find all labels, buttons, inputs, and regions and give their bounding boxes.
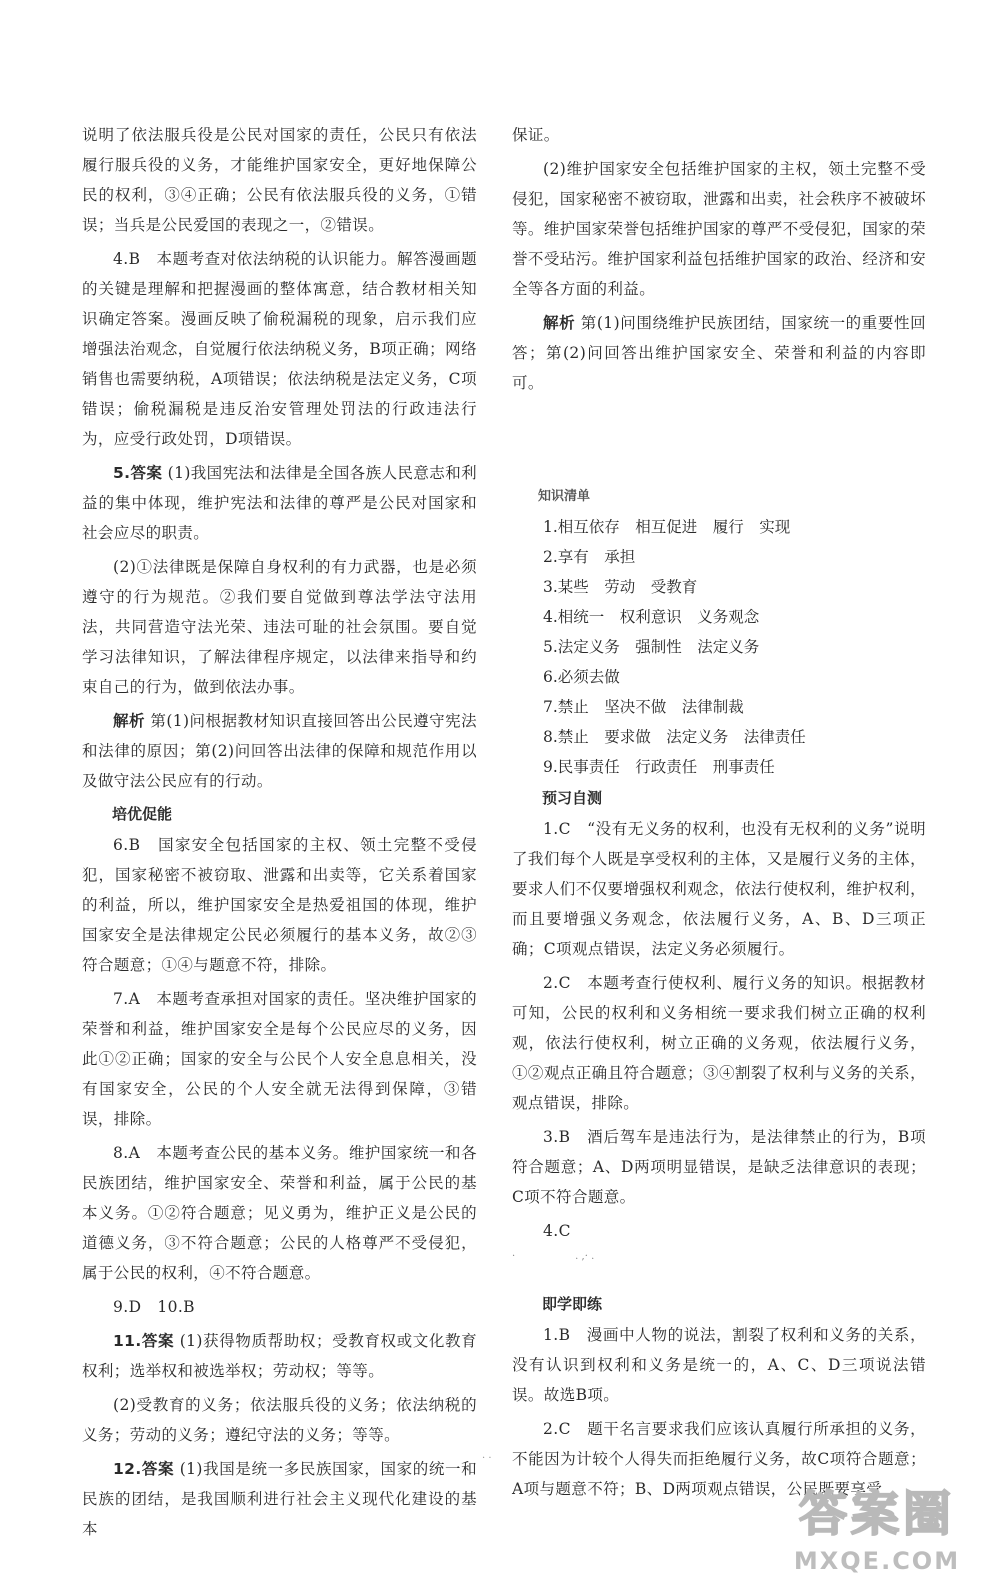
answer-12 [82, 1454, 477, 1544]
answer-7: 7.A 本题考查承担对国家的责任。坚决维护国家的荣誉和利益，维护国家安全是每个公民应尽的义务，因此①②正确；国家的安全与公民个人安全息息相关，没有国家安全，公民的个人安全就无法得到保障，③错误，排除。 [82, 990, 477, 1128]
analysis-5 [82, 706, 477, 796]
practice-answer-1: 1.B 漫画中人物的说法，割裂了权利和义务的关系，没有认识到权利和义务是统一的，A、C、D三项说法错误。故选B项。 [512, 1326, 926, 1404]
list-item: 7.禁止 坚决不做 法律制裁 [543, 698, 744, 716]
answer-label: 12.答案 [113, 1460, 175, 1478]
answer-4: 4.B 本题考查对依法纳税的认识能力。解答漫画题的关键是理解和把握漫画的整体寓意，结合教材相关知识确定答案。漫画反映了偷税漏税的现象，启示我们应增强法治观念，自觉履行依法纳税义务，B项正确；网络销售也需要纳税，A项错误；依法纳税是法定义务，C项错误；偷税漏税是违反治安管理处罚法的行政违法行为，应受行政处罚，D项错误。 [82, 250, 477, 448]
list-item: 1.相互依存 相互促进 履行 实现 [543, 518, 791, 536]
answer-8: 8.A 本题考查公民的基本义务。维护国家统一和各民族团结，维护国家安全、荣誉和利益，属于公民的基本义务。①②符合题意；见义勇为，维护正义是公民的道德义务，③不符合题意；公民的人格尊严不受侵犯，属于公民的权利，④不符合题意。 [82, 1144, 477, 1282]
knowledge-list [512, 512, 926, 782]
left-column [82, 120, 477, 1548]
analysis-label: 解析 [543, 314, 576, 332]
watermark-text: 答案圈 [798, 1486, 955, 1542]
spacer [512, 402, 926, 484]
answer-5-part1 [82, 458, 477, 548]
analysis-label: 解析 [113, 712, 145, 730]
answer-12-part2: (2)维护国家安全包括维护国家的主权，领土完整不受侵犯，国家秘密不被窃取，泄露和出卖，社会秩序不被破坏等。维护国家荣誉包括维护国家的尊严不受侵犯，国家的荣誉不受玷污。维护国家利益包括维护国家的政治、经济和安全等各方面的利益。 [512, 160, 926, 298]
scan-fragment: · . ,· . [512, 1251, 595, 1262]
preview-answer-4: 4.C [543, 1222, 571, 1240]
answer-text: (1)获得物质帮助权；受教育权或文化教育权利；选举权和被选举权；劳动权；等等。 [82, 1332, 477, 1380]
analysis-text: 第(1)问根据教材知识直接回答出公民遵守宪法和法律的原因；第(2)问回答出法律的保障和规范作用以及做守法公民应有的行动。 [82, 712, 477, 790]
list-item: 5.法定义务 强制性 法定义务 [543, 638, 760, 656]
answer-9-10: 9.D 10.B [113, 1298, 195, 1316]
answer-text: (1)我国宪法和法律是全国各族人民意志和利益的集中体现，维护宪法和法律的尊严是公民对国家和社会应尽的职责。 [82, 464, 478, 542]
answer-label: 5.答案 [113, 464, 163, 482]
list-item: 2.享有 承担 [543, 548, 636, 566]
list-item: 4.相统一 权利意识 义务观念 [543, 608, 760, 626]
preview-answer-3: 3.B 酒后驾车是违法行为，是法律禁止的行为，B项符合题意；A、D两项明显错误，是缺乏法律意识的表现；C项不符合题意。 [512, 1128, 926, 1206]
section-heading: 培优促能 [112, 805, 173, 823]
knowledge-list-heading: 知识清单 [538, 489, 591, 504]
answer-11-part2: (2)受教育的义务；依法服兵役的义务；依法纳税的义务；劳动的义务；遵纪守法的义务；等等。 [82, 1396, 477, 1444]
analysis-text: 第(1)问围绕维护民族团结，国家统一的重要性回答；第(2)问回答出维护国家安全、荣誉和利益的内容即可。 [512, 314, 926, 392]
answer-11-part1 [82, 1326, 477, 1386]
answer-text: (1)我国是统一多民族国家，国家的统一和民族的团结，是我国顺利进行社会主义现代化建设的基本 [82, 1460, 477, 1538]
list-item: 9.民事责任 行政责任 刑事责任 [543, 758, 775, 776]
answer-6: 6.B 国家安全包括国家的主权、领土完整不受侵犯，国家秘密不被窃取、泄露和出卖等，它关系着国家的利益，所以，维护国家安全是热爱祖国的体现，维护国家安全是法律规定公民必须履行的基本义务，故②③符合题意；①④与题意不符，排除。 [82, 836, 477, 974]
answer-5-part2: (2)①法律既是保障自身权利的有力武器，也是必须遵守的行为规范。②我们要自觉做到尊法学法守法用法，共同营造守法光荣、违法可耻的社会氛围。要自觉学习法律知识，了解法律程序规定，以法律来指导和约束自己的行为，做到依法办事。 [82, 558, 477, 696]
list-item: 3.某些 劳动 受教育 [543, 578, 698, 596]
paragraph: 说明了依法服兵役是公民对国家的责任，公民只有依法履行服兵役的义务，才能维护国家安全，更好地保障公民的权利，③④正确；公民有依法服兵役的义务，①错误；当兵是公民爱国的表现之一，②错误。 [82, 126, 477, 234]
preview-answer-1: 1.C “没有无义务的权利，也没有无权利的义务”说明了我们每个人既是享受权利的主体，又是履行义务的主体，要求人们不仅要增强权利观念，依法行使权利，维护权利，而且要增强义务观念，依法履行义务，A、B、D三项正确；C项观点错误，法定义务必须履行。 [512, 820, 926, 958]
section-heading: 预习自测 [542, 789, 603, 807]
section-heading: 即学即练 [542, 1295, 603, 1313]
watermark-logo [772, 1484, 982, 1579]
list-item: 6.必须去做 [543, 668, 620, 686]
right-column [512, 120, 926, 1508]
practice-answer-2: 2.C 题干名言要求我们应该认真履行所承担的义务，不能因为计较个人得失而拒绝履行义务，故C项符合题意；A项与题意不符；B、D两项观点错误，公民既要享受 [512, 1420, 926, 1498]
watermark-url: MXQE.COM [793, 1547, 961, 1575]
list-item: 8.禁止 要求做 法定义务 法律责任 [543, 728, 806, 746]
answer-label: 11.答案 [113, 1332, 175, 1350]
preview-answer-2: 2.C 本题考查行使权利、履行义务的知识。根据教材可知，公民的权利和义务相统一要求我们树立正确的权利观，依法行使权利，树立正确的义务观，依法履行义务，①②观点正确且符合题意；③④割裂了权利与义务的关系，观点错误，排除。 [512, 974, 926, 1112]
paragraph: 保证。 [512, 126, 560, 144]
page-marker: · · [482, 1453, 492, 1464]
analysis-12 [512, 308, 926, 398]
